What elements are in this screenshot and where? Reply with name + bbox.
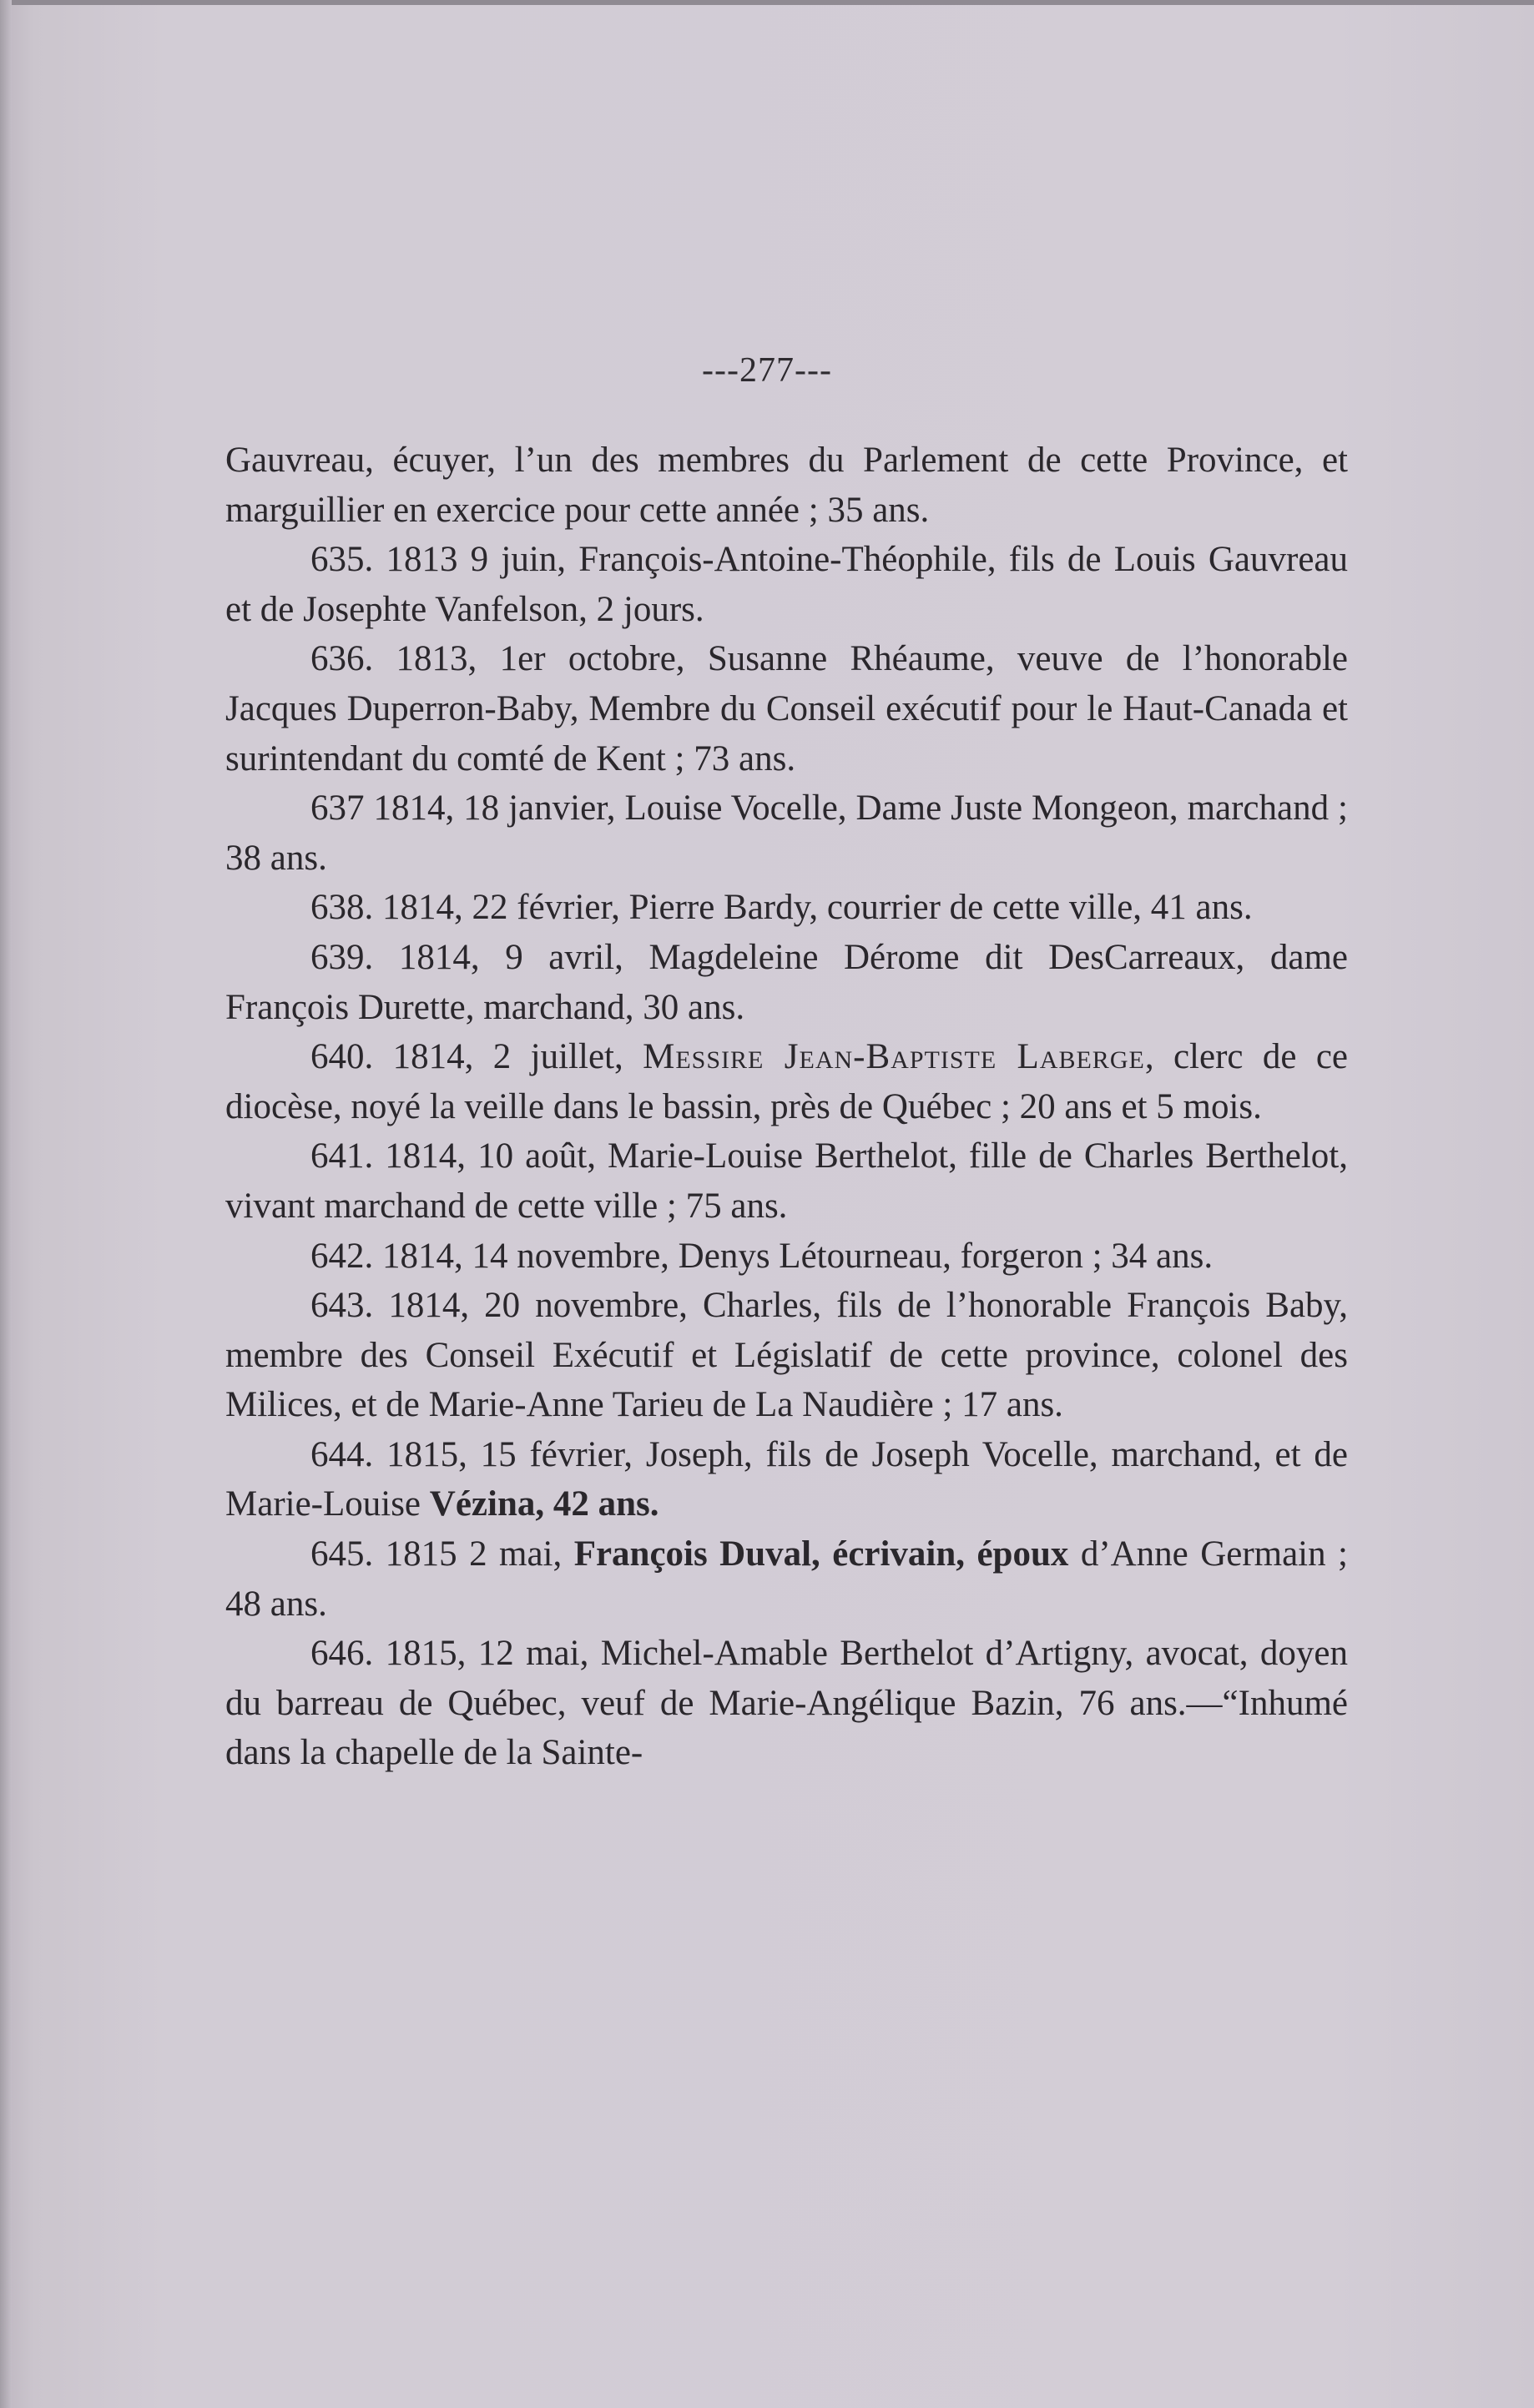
entry-text-segment: François Duval, écrivain, époux (573, 1534, 1069, 1574)
register-entry-638 (225, 883, 1348, 933)
entry-text-segment: Gauvreau, écuyer, l’un des membres du Parlement de cette Province, et marguillier en exercice pour cette année ; 35 ans. (225, 441, 1348, 530)
register-entry-639 (225, 933, 1348, 1032)
entry-text-segment: 636. 1813, 1er octobre, Susanne Rhéaume, veuve de l’honorable Jacques Duperron-Baby, Membre du Conseil exécutif pour le Haut-Canada et surintendant du comté de Kent ; 73 ans. (225, 639, 1348, 778)
entry-text-segment: 641. 1814, 10 août, Marie-Louise Berthelot, fille de Charles Berthelot, vivant marchand de cette ville ; 75 ans. (225, 1136, 1348, 1226)
register-entry-636 (225, 634, 1348, 783)
entry-text-segment: 640. 1814, 2 juillet, (310, 1037, 643, 1077)
register-entry-645 (225, 1529, 1348, 1629)
entry-text-segment: Messire Jean-Baptiste Laberge (643, 1037, 1145, 1077)
entry-text-segment: 646. 1815, 12 mai, Michel-Amable Berthelot d’Artigny, avocat, doyen du barreau de Québec, veuf de Marie-Angélique Bazin, 76 ans.—“Inhumé dans la chapelle de la Sainte- (225, 1634, 1348, 1773)
register-entry-644 (225, 1430, 1348, 1529)
register-entry-635 (225, 535, 1348, 634)
entry-text-segment: 637 1814, 18 janvier, Louise Vocelle, Dame Juste Mongeon, marchand ; 38 ans. (225, 788, 1348, 878)
register-entry-642 (225, 1232, 1348, 1282)
page-number: ---277--- (702, 351, 832, 390)
register-entry-640 (225, 1032, 1348, 1131)
entry-text-segment: , clerc de ce diocèse, noyé la veille dans le bassin, près de Québec ; 20 ans et 5 mois. (225, 1037, 1348, 1126)
register-entry-646 (225, 1629, 1348, 1778)
entry-text-segment: 642. 1814, 14 novembre, Denys Létourneau, forgeron ; 34 ans. (310, 1236, 1214, 1276)
entry-text-segment: 638. 1814, 22 février, Pierre Bardy, courrier de cette ville, 41 ans. (310, 888, 1253, 928)
entry-text-segment: d’Anne Germain ; 48 ans. (225, 1534, 1349, 1624)
entry-text-segment: 635. 1813 9 juin, François-Antoine-Théophile, fils de Louis Gauvreau et de Josephte Vanfelson, 2 jours. (225, 540, 1348, 629)
register-entry-643 (225, 1281, 1348, 1430)
entry-text-segment: 639. 1814, 9 avril, Magdeleine Dérome dit DesCarreaux, dame François Durette, marchand, 30 ans. (225, 937, 1348, 1027)
entry-text-segment: 643. 1814, 20 novembre, Charles, fils de l’honorable François Baby, membre des Conseil Exécutif et Législatif de cette province, colonel des Milices, et de Marie-Anne Tarieu de La Naudière ; 17 ans. (225, 1286, 1348, 1425)
page-top-edge (0, 0, 1534, 5)
body-text (225, 436, 1348, 1778)
register-entry-cont (225, 436, 1348, 535)
entry-text-segment: Vézina, 42 ans. (429, 1484, 659, 1524)
register-entry-637 (225, 783, 1348, 883)
register-entry-641 (225, 1131, 1348, 1231)
entry-text-segment: 644. 1815, 15 février, Joseph, fils de Joseph Vocelle, marchand, et de Marie-Louise (225, 1434, 1348, 1524)
entry-text-segment: 645. 1815 2 mai, (310, 1534, 574, 1574)
